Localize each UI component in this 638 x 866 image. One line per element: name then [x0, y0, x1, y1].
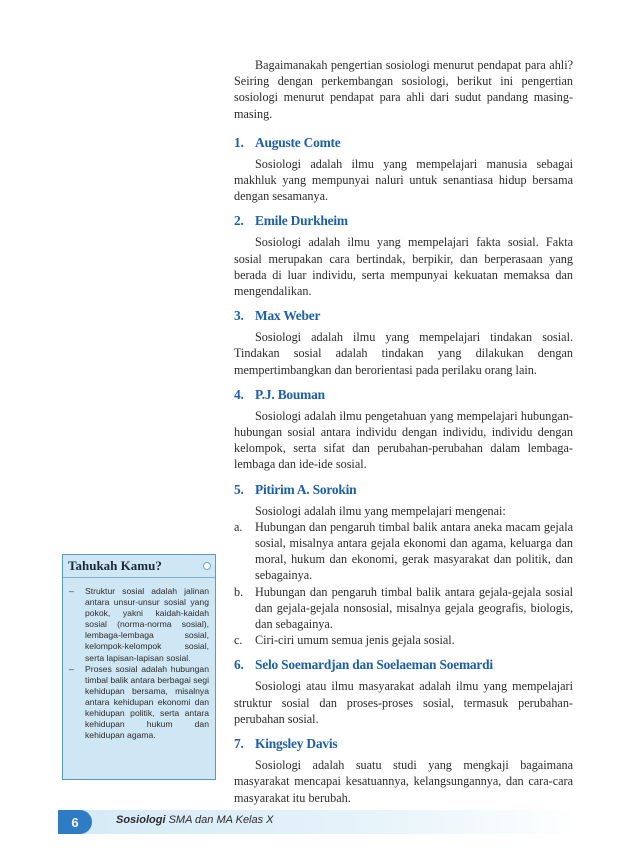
list-marker: b. [234, 584, 244, 599]
section-title: Auguste Comte [255, 134, 341, 150]
section-number: 5. [234, 481, 244, 497]
section-7 [234, 735, 573, 806]
list-marker: c. [234, 633, 243, 648]
tahukah-kamu-box [62, 554, 216, 780]
list-text: Hubungan dan pengaruh timbal balik antara gejala-gejala sosial dan gejala-gejala nonsosial, misalnya gejala geografis, biologis, dan sebagainya. [255, 584, 573, 632]
list-item [234, 584, 573, 633]
section-6 [234, 656, 573, 727]
intro-paragraph: Bagaimanakah pengertian sosiologi menurut pendapat para ahli? Seiring dengan perkembangan sosiologi, berikut ini pengertian sosiologi menurut pendapat para ahli dari sudut pandang masing-masing. [234, 58, 573, 121]
box-list-item [69, 586, 209, 664]
section-heading [234, 212, 573, 229]
section-2 [234, 212, 573, 299]
main-column [234, 57, 573, 814]
section-title: Selo Soemardjan dan Soelaeman Soemardi [255, 657, 493, 673]
list-marker: a. [234, 519, 243, 534]
section-text: Sosiologi adalah ilmu pengetahuan yang mempelajari hubungan-hubungan sosial antara individu dengan individu, individu dengan kelompok, serta sifat dan perubahan-perubahan dalam lembaga-lembaga dan ide-ide sosial. [234, 408, 573, 472]
page-number: 6 [58, 810, 92, 834]
footer-book-title [116, 814, 274, 826]
section-title: Pitirim A. Sorokin [255, 481, 357, 497]
box-body [63, 578, 215, 741]
section-heading [234, 134, 573, 151]
section-heading [234, 307, 573, 324]
section-number: 2. [234, 213, 244, 229]
section-4 [234, 386, 573, 473]
footer-rest: SMA dan MA Kelas X [168, 814, 274, 826]
section-text: Sosiologi adalah suatu studi yang mengkaji bagaimana masyarakat mencapai kesatuannya, kelangsungannya, dan cara-cara masyarakat itu berubah. [234, 758, 573, 805]
bubble-icon [203, 562, 211, 570]
section-number: 7. [234, 736, 244, 752]
dash-marker: – [69, 663, 74, 674]
section-text: Sosiologi adalah ilmu yang mempelajari fakta sosial. Fakta sosial merupakan cara bertindak, berpikir, dan berperasaan yang berada di luar individu, serta mempunyai kekuatan memaksa dan mengendalikan. [234, 235, 573, 299]
section-text: Sosiologi adalah ilmu yang mempelajari mengenai: [255, 503, 506, 518]
section-heading [234, 386, 573, 403]
section-title: P.J. Bouman [255, 386, 325, 402]
section-text: Sosiologi atau ilmu masyarakat adalah ilmu yang mempelajari struktur sosial dan proses-proses sosial, termasuk perubahan-perubahan sosial. [234, 679, 573, 726]
section-title: Emile Durkheim [255, 213, 348, 229]
box-title: Tahukah Kamu? [68, 558, 162, 573]
dash-marker: – [69, 586, 74, 596]
section-title: Max Weber [255, 308, 321, 324]
section-text: Sosiologi adalah ilmu yang mempelajari manusia sebagai makhluk yang mempunyai naluri untuk senantiasa hidup bersama dengan sesamanya. [234, 156, 573, 204]
box-list-item [69, 664, 209, 742]
section-5 [234, 481, 573, 649]
list-text: Ciri-ciri umum semua jenis gejala sosial. [255, 633, 455, 648]
list-text: Hubungan dan pengaruh timbal balik antara aneka macam gejala sosial, misalnya antara gejala ekonomi dan agama, keluarga dan moral, hukum dan ekonomi, gerak masyarakat dan politik, dan sebagainya. [255, 519, 573, 583]
box-item-text: Proses sosial adalah hubungan timbal balik antara berbagai segi kehidupan bersama, misalnya antara kehidupan ekonomi dan kehidupan politik, serta antara kehidupan hukum dan kehidupan agama. [85, 663, 209, 741]
section-3 [234, 307, 573, 378]
section-number: 4. [234, 386, 244, 402]
section-title: Kingsley Davis [255, 736, 338, 752]
list-item [234, 519, 573, 584]
section-heading [234, 735, 573, 752]
section-number: 6. [234, 657, 244, 673]
section-heading [234, 656, 573, 673]
section-heading [234, 481, 573, 498]
box-item-text: Struktur sosial adalah jalinan antara unsur-unsur sosial yang pokok, yakni kaidah-kaidah sosial (norma-norma sosial), lembaga-lembaga sosial, kelompok-kelompok sosial, serta lapisan-lapisan sosial. [85, 586, 209, 663]
section-1 [234, 134, 573, 205]
list-item [234, 632, 573, 648]
section-number: 3. [234, 308, 244, 324]
footer-subject: Sosiologi [116, 814, 166, 826]
box-header [63, 555, 215, 578]
section-number: 1. [234, 134, 244, 150]
section-text: Sosiologi adalah ilmu yang mempelajari tindakan sosial. Tindakan sosial adalah tindakan yang dilakukan dengan mempertimbangkan dan berorientasi pada perilaku orang lain. [234, 330, 573, 377]
